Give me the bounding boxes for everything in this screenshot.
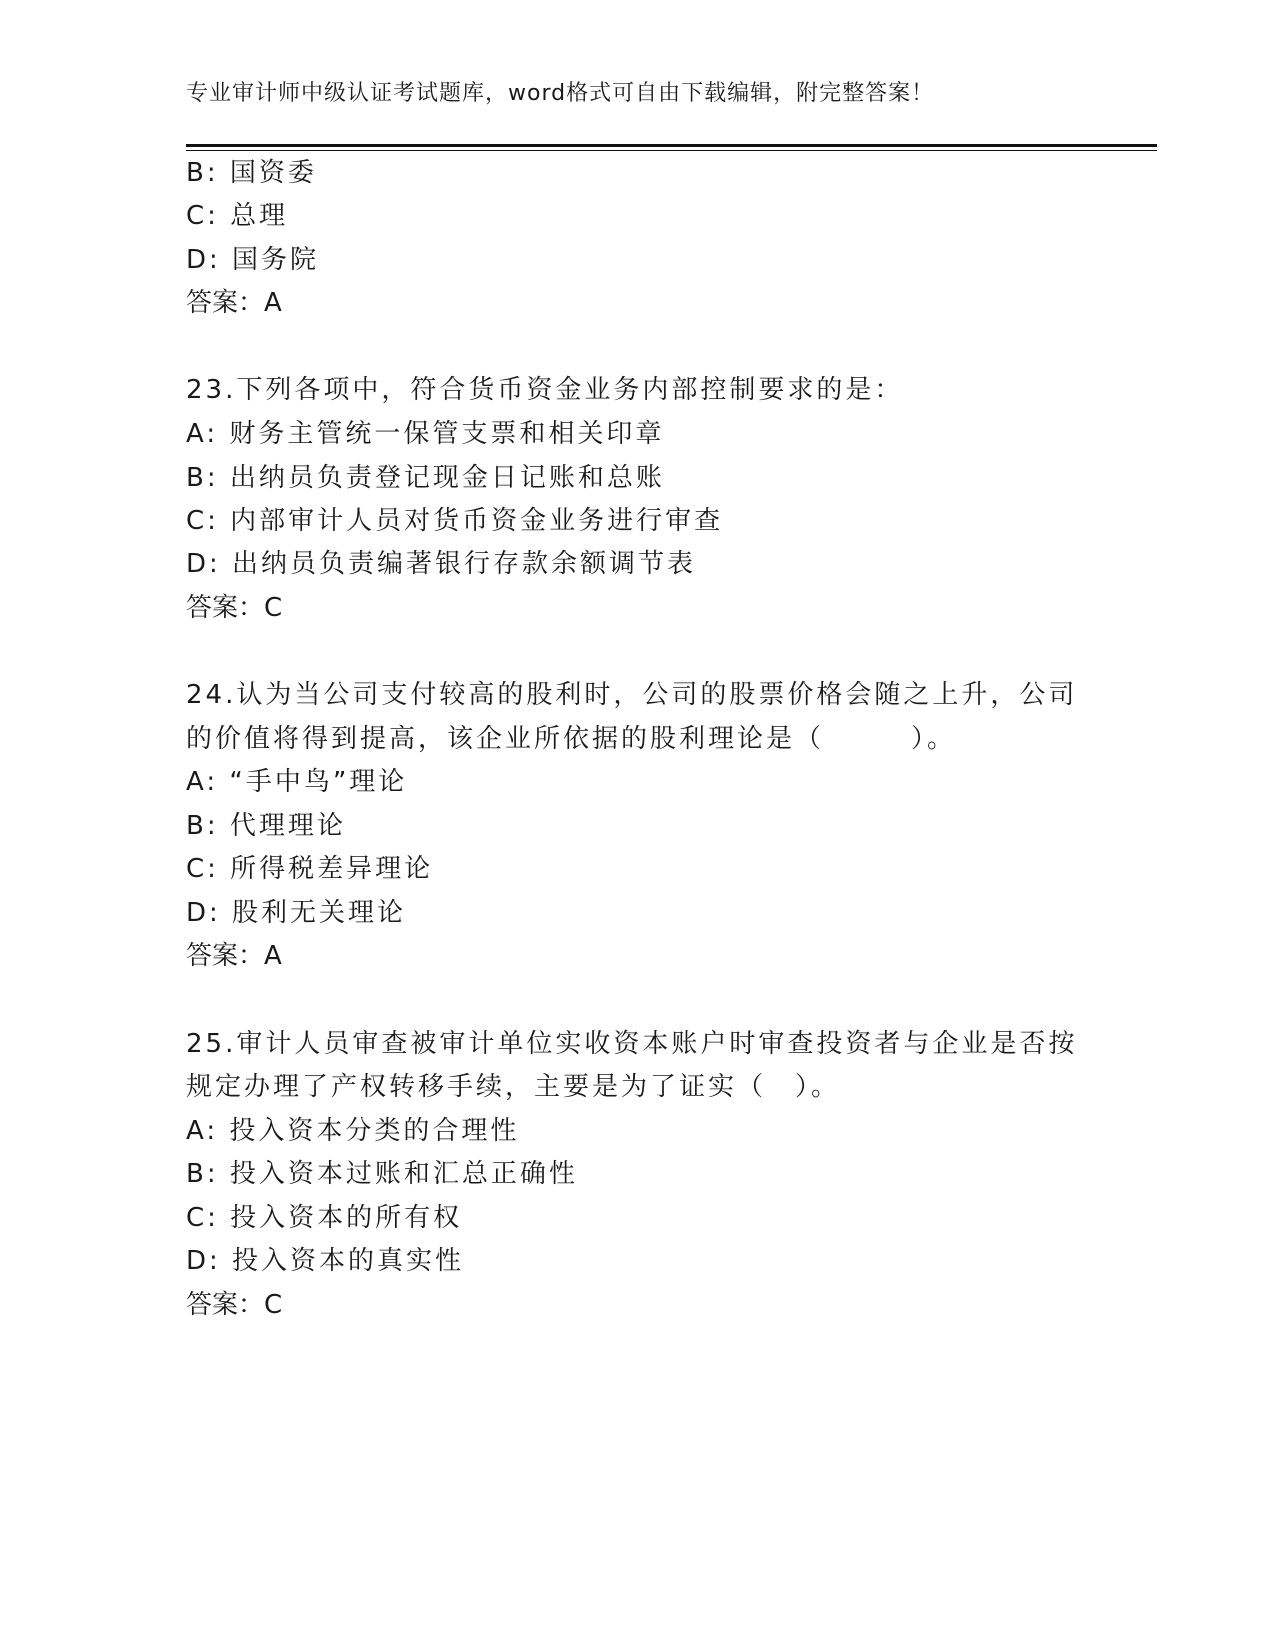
prev-option-d: D: 国务院 — [186, 245, 320, 275]
prev-answer: 答案：A — [186, 288, 282, 318]
q24-answer: 答案：A — [186, 941, 282, 971]
header-rule-thin — [186, 150, 1157, 151]
q25-option-d: D: 投入资本的真实性 — [186, 1246, 465, 1276]
prev-option-b: B: 国资委 — [186, 158, 317, 188]
q24-stem-line2: 的价值将得到提高，该企业所依据的股利理论是（ ）。 — [186, 724, 957, 754]
prev-option-c: C: 总理 — [186, 201, 289, 231]
page-header: 专业审计师中级认证考试题库，word格式可自由下载编辑，附完整答案！ — [186, 81, 935, 106]
q24-option-a: A: “手中鸟”理论 — [186, 767, 408, 797]
q23-option-d: D: 出纳员负责编著银行存款余额调节表 — [186, 549, 697, 579]
q24-option-d: D: 股利无关理论 — [186, 898, 407, 928]
header-rule-thick — [186, 144, 1157, 147]
q24-option-b: B: 代理理论 — [186, 811, 346, 841]
q23-answer: 答案：C — [186, 593, 283, 623]
q25-option-b: B: 投入资本过账和汇总正确性 — [186, 1159, 578, 1189]
q25-answer: 答案：C — [186, 1290, 283, 1320]
q24-stem-line1: 24.认为当公司支付较高的股利时，公司的股票价格会随之上升，公司 — [186, 680, 1078, 710]
q25-stem-line2: 规定办理了产权转移手续，主要是为了证实（ ）。 — [186, 1072, 841, 1102]
q23-option-b: B: 出纳员负责登记现金日记账和总账 — [186, 463, 665, 493]
q23-option-a: A: 财务主管统一保管支票和相关印章 — [186, 419, 665, 449]
q25-option-a: A: 投入资本分类的合理性 — [186, 1116, 520, 1146]
q25-stem-line1: 25.审计人员审查被审计单位实收资本账户时审查投资者与企业是否按 — [186, 1029, 1078, 1059]
q23-option-c: C: 内部审计人员对货币资金业务进行审查 — [186, 506, 724, 536]
q24-option-c: C: 所得税差异理论 — [186, 854, 434, 884]
q23-stem: 23.下列各项中，符合货币资金业务内部控制要求的是： — [186, 375, 904, 405]
q25-option-c: C: 投入资本的所有权 — [186, 1203, 463, 1233]
